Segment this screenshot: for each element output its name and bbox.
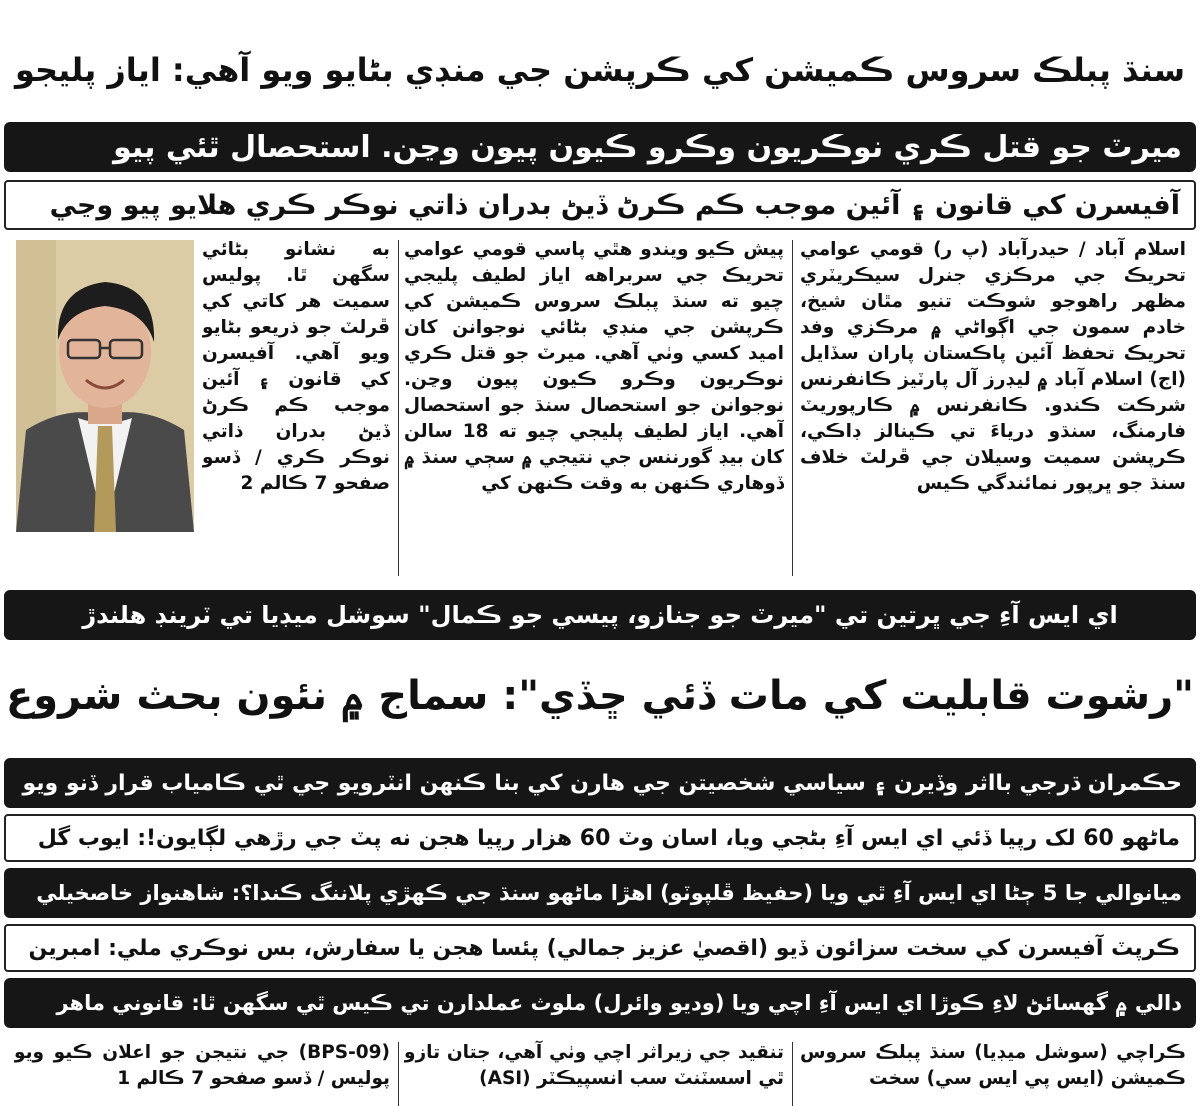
bottom-subhead-2: ماڻهو 60 لک رپيا ڏئي اي ايس آءِ بڻجي ويا، اسان وٽ 60 هزار رپيا هجن نه پٽ جي رڙهي لڳايون!: ايوب گل — [4, 814, 1196, 862]
column-divider-2 — [398, 240, 399, 576]
bottom-divider-2 — [398, 1042, 399, 1106]
bottom-column-right — [800, 1040, 1186, 1106]
bottom-column-left-text: (BPS-09) جي نتيجن جو اعلان ڪيو ويو پوليس / ڏسو صفحو 7 ڪالم 1 — [14, 1042, 390, 1089]
bottom-subhead-5: دالي ۾ گهسائڻ لاءِ ڪوڙا اي ايس آءِ اچي ويا (وديو وائرل) ملوث عملدارن تي ڪيس ٿي سگهن ٿا: قانوني ماهر — [4, 978, 1196, 1028]
bottom-column-middle — [404, 1040, 784, 1106]
bottom-column-left — [14, 1040, 390, 1106]
column-right — [800, 237, 1186, 577]
mid-banner: اي ايس آءِ جي ڀرتين تي "ميرٽ جو جنازو، پيسي جو ڪمال" سوشل ميڊيا تي ٽرينڊ هلندڙ — [4, 590, 1196, 640]
bottom-subhead-3: ميانوالي جا 5 ڄڻا اي ايس آءِ ٿي ويا (حفيظ ڦلپوٽو) اهڙا ماڻهو سنڌ جي ڪهڙي پلاننگ ڪندا؟: شاهنواز خاصخيلي — [4, 868, 1196, 918]
second-headline: "رشوت قابليت کي مات ڏئي ڇڏي": سماج ۾ نئون بحث شروع — [5, 673, 1194, 719]
subhead-bar-1: ميرٽ جو قتل ڪري نوڪريون وڪرو ڪيون پيون وڃن. استحصال ٿئي پيو — [4, 122, 1196, 172]
portrait-photo — [16, 240, 194, 532]
subhead-bar-2: آفيسرن کي قانون ۽ آئين موجب ڪم ڪرڻ ڏيڻ بدران ذاتي نوڪر ڪري هلايو پيو وڃي — [4, 180, 1196, 230]
bottom-subhead-1: حڪمران ڌرجي بااثر وڏيرن ۽ سياسي شخصيتن جي ھارن کي بنا ڪنهن انٽرويو جي ٿي ڪامياب قرار ڏنو ويو — [4, 758, 1196, 808]
column-divider-1 — [792, 240, 793, 576]
portrait-illustration — [16, 240, 194, 532]
column-middle — [404, 237, 784, 577]
column-left-text: به نشانو بڻائي سگهن ٿا. پوليس سميت هر کاتي کي ڦرلٽ جو ذريعو بڻايو ويو آهي. آفيسرن کي قانون ۽ آئين موجب ڪم ڪرڻ ڏيڻ بدران ذاتي نوڪر ڪري / ڏسو صفحو 7 ڪالم 2 — [202, 239, 390, 494]
bottom-divider-1 — [792, 1042, 793, 1106]
bottom-subhead-4: ڪرپٽ آفيسرن کي سخت سزائون ڏيو (اقصيٰ عزيز جمالي) پئسا هجن يا سفارش، بس نوڪري ملي: امبرين — [4, 924, 1196, 972]
bottom-column-middle-text: تنقيد جي زيراثر اچي وٺي آهي، جتان تازو ٿي اسسٽنٽ سب انسپيڪٽر (ASI) — [404, 1042, 784, 1089]
column-middle-text: پيش ڪيو ويندو هٿي پاسي قومي عوامي تحريڪ جي سربراهه اياز لطيف پليجي چيو ته سنڌ پبلڪ سروس ڪميشن کي ڪرپشن جي منڊي بڻائي نوجوانن کان اميد کسي وٺي آهي. ميرٽ جو قتل ڪري نوڪريون وڪرو ڪيون پيون وڃن. نوجوانن جو استحصال سنڌ جو استحصال آهي. اياز لطيف پليجي چيو ته 18 سالن کان بيڊ گورننس جي نتيجي ۾ سڄي سنڌ ۾ ڏوهاري ڪنهن به وقت ڪنهن کي — [404, 239, 784, 494]
column-left — [202, 237, 390, 577]
main-headline: سنڌ پبلڪ سروس ڪميشن کي ڪرپشن جي منڊي بڻايو ويو آهي: اياز پليجو — [14, 51, 1186, 89]
column-right-text: اسلام آباد / حيدرآباد (پ ر) قومي عوامي تحريڪ جي مرڪزي جنرل سيڪريٽري مظهر راهوجو شوڪت تنيو مٿان شيخ، خادم سمون جي اڳواڻي ۾ مرڪزي وفد تحريڪ تحفظ آئين پاڪستان پاران سڏايل (اج) اسلام آباد ۾ ليڊرز آل پارٽيز ڪانفرنس شرڪت ڪندو. ڪانفرنس ۾ ڪارپوريٽ فارمنگ، سنڌو درياءَ تي ڪينالز ڊاڪي، ڪرپشن سميت وسيلان جي ڦرلٽ خلاف سنڌ جو ڀرپور نمائندگي ڪيس — [800, 239, 1186, 494]
bottom-column-right-text: ڪراچي (سوشل ميڊيا) سنڌ پبلڪ سروس ڪميشن (ايس پي ايس سي) سخت — [800, 1042, 1186, 1089]
